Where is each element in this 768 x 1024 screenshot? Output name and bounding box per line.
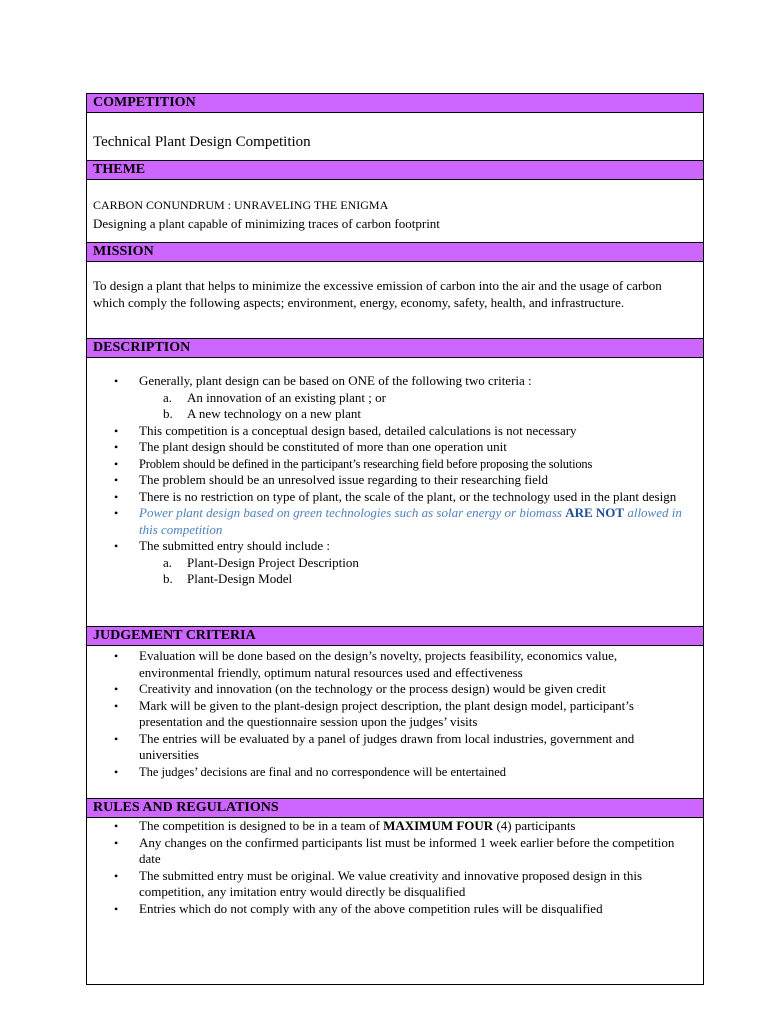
rules-section: [87, 818, 703, 968]
theme-section: [87, 180, 703, 243]
list-item: • Creativity and innovation (on the technology or the process design) would be given credit: [114, 681, 606, 696]
theme-header: THEME: [87, 161, 703, 180]
judgement-list: [87, 648, 689, 780]
theme-subtitle: Designing a plant capable of minimizing traces of carbon footprint: [93, 216, 440, 231]
sub-item: a. Plant-Design Project Description: [163, 554, 359, 570]
competition-section: [87, 113, 703, 161]
list-item: • Any changes on the confirmed participants list must be informed 1 week earlier before the competition date: [114, 834, 675, 866]
rules-header: RULES AND REGULATIONS: [87, 799, 703, 818]
list-item: • The competition is designed to be in a team of MAXIMUM FOUR (4) participants: [114, 818, 576, 833]
list-item: • There is no restriction on type of plant, the scale of the plant, or the technology used in the plant design: [114, 488, 677, 504]
list-item: • Problem should be defined in the participant’s researching field before proposing the solutions: [114, 456, 593, 471]
description-list: [87, 373, 689, 588]
list-item: • Evaluation will be done based on the design’s novelty, projects feasibility, economics value, environmental friendly, optimum natural resources used and effectiveness: [114, 648, 618, 680]
judgement-header: JUDGEMENT CRITERIA: [87, 627, 703, 646]
competition-info-table: [86, 93, 704, 985]
bullet: •: [114, 374, 119, 388]
mission-text: To design a plant that helps to minimize the excessive emission of carbon into the air and the usage of carbon which comply the following aspects; environment, energy, economy, safety, health, and infrastructure.: [93, 278, 662, 310]
sub-item: b. A new technology on a new plant: [163, 406, 362, 421]
list-item: • The problem should be an unresolved issue regarding to their researching field: [114, 472, 549, 487]
judgement-section: [87, 646, 703, 799]
mission-section: [87, 262, 703, 339]
list-item: • The entries will be evaluated by a panel of judges drawn from local industries, government and universities: [114, 730, 635, 762]
list-item: • Entries which do not comply with any of the above competition rules will be disqualified: [114, 900, 603, 916]
competition-name: Technical Plant Design Competition: [93, 134, 311, 150]
rules-list: [87, 818, 689, 917]
list-item: • Generally, plant design can be based on ONE of the following two criteria :: [114, 373, 532, 388]
sub-item: b. Plant-Design Model: [163, 571, 293, 586]
description-header: DESCRIPTION: [87, 339, 703, 358]
mission-header: MISSION: [87, 243, 703, 262]
competition-header: COMPETITION: [87, 94, 703, 113]
list-item: • This competition is a conceptual design based, detailed calculations is not necessary: [114, 422, 577, 438]
list-item-restriction: • Power plant design based on green technologies such as solar energy or biomass ARE NOT allowed in this competition: [114, 505, 682, 537]
description-section: [87, 358, 703, 627]
list-item: • The submitted entry must be original. We value creativity and innovative proposed design in this competition, any imitation entry would directly be disqualified: [114, 867, 643, 899]
list-item: • The judges’ decisions are final and no correspondence will be entertained: [114, 764, 506, 779]
list-item: • The plant design should be constituted of more than one operation unit: [114, 439, 507, 454]
list-item: • The submitted entry should include :: [114, 538, 330, 553]
sub-item: a. An innovation of an existing plant ; or: [163, 389, 386, 405]
theme-title: CARBON CONUNDRUM : UNRAVELING THE ENIGMA: [93, 198, 389, 212]
list-item: • Mark will be given to the plant-design project description, the plant design model, participant’s presentation and the questionnaire session upon the judges’ visits: [114, 697, 634, 729]
